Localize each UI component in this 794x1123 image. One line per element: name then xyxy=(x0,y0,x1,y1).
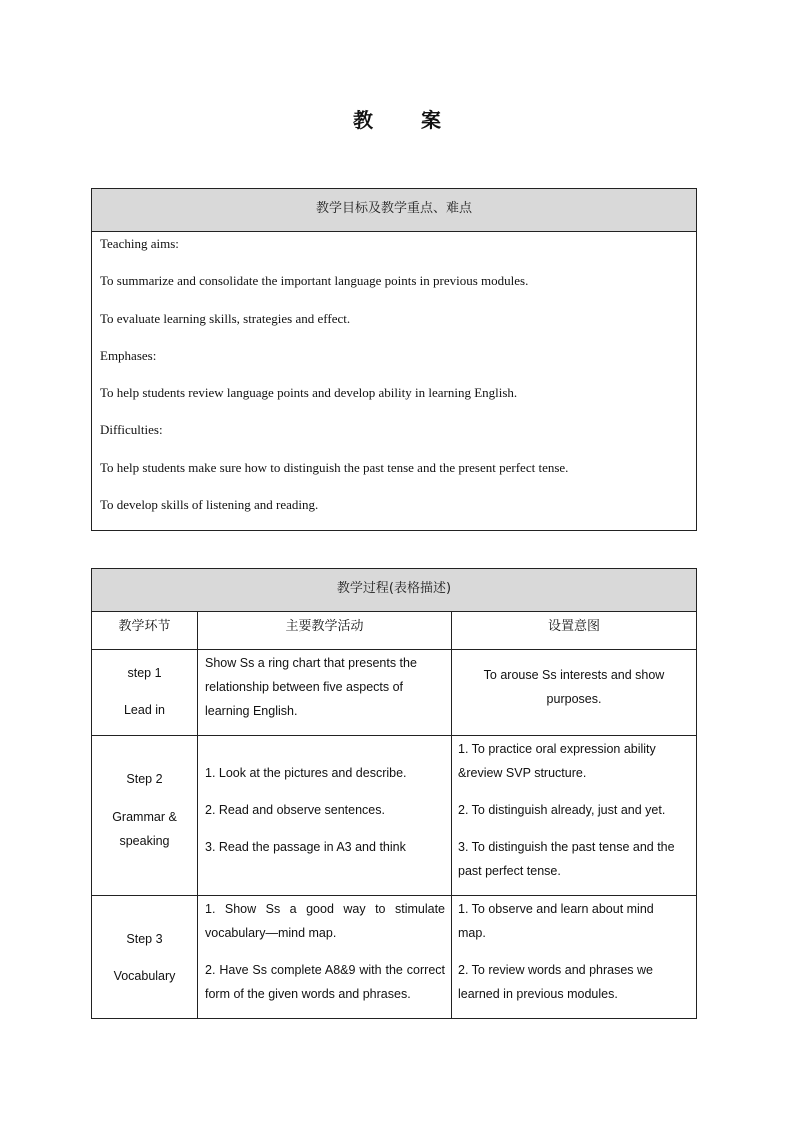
activity: 1. Show Ss a good way to stimulate vocabulary—mind map. xyxy=(205,902,445,940)
objective-line: Emphases: xyxy=(100,348,157,363)
objectives-table xyxy=(91,188,697,531)
column-header: 教学环节 xyxy=(118,619,171,634)
activity: 3. Read the passage in A3 and think xyxy=(205,840,406,854)
purpose: To arouse Ss interests and show purposes. xyxy=(483,668,665,706)
step-cell xyxy=(92,921,197,995)
column-header: 主要教学活动 xyxy=(285,619,364,634)
activity: 2. Read and observe sentences. xyxy=(205,803,385,817)
step-name: Grammar & speaking xyxy=(112,810,177,848)
purposes-cell xyxy=(458,737,692,883)
step-number: step 1 xyxy=(127,666,162,680)
purposes-cell xyxy=(458,897,678,1006)
title-char: 案 xyxy=(421,108,441,132)
purpose: 1. To practice oral expression ability &review SVP structure. xyxy=(458,742,656,780)
step-cell xyxy=(96,767,193,853)
process-table xyxy=(91,568,697,1019)
purpose: 3. To distinguish the past tense and the past perfect tense. xyxy=(458,840,675,878)
purpose: 2. To review words and phrases we learned in previous modules. xyxy=(458,963,654,1001)
activity: 1. Look at the pictures and describe. xyxy=(205,766,407,780)
step-name: Lead in xyxy=(123,703,165,717)
objectives-header: 教学目标及教学重点、难点 xyxy=(92,189,696,232)
divider xyxy=(92,649,696,650)
activities-cell xyxy=(205,897,445,1006)
purpose: 1. To observe and learn about mind map. xyxy=(458,902,654,940)
activity: 2. Have Ss complete A8&9 with the correct form of the given words and phrases. xyxy=(205,963,445,1001)
step-number: Step 2 xyxy=(126,772,163,786)
purposes-cell xyxy=(464,663,684,711)
divider xyxy=(197,612,198,1018)
process-header: 教学过程(表格描述) xyxy=(92,569,696,612)
activities-cell xyxy=(205,761,445,859)
activities-cell xyxy=(205,651,445,723)
objective-line: To help students make sure how to distinguish the past tense and the present perfect tense. xyxy=(100,460,569,475)
step-name: Vocabulary xyxy=(113,969,176,983)
step-cell xyxy=(92,655,197,729)
title-char: 教 xyxy=(353,108,373,132)
objective-line: To develop skills of listening and reading. xyxy=(100,497,319,512)
divider xyxy=(92,895,696,896)
objective-line: To help students review language points and develop ability in learning English. xyxy=(100,385,518,400)
purpose: 2. To distinguish already, just and yet. xyxy=(458,803,666,817)
divider xyxy=(451,612,452,1018)
objective-line: Difficulties: xyxy=(100,422,163,437)
objective-line: To evaluate learning skills, strategies and effect. xyxy=(100,311,351,326)
column-header: 设置意图 xyxy=(547,619,600,634)
divider xyxy=(92,735,696,736)
objective-line: To summarize and consolidate the important language points in previous modules. xyxy=(100,273,529,288)
page-title xyxy=(0,104,794,133)
objective-line: Teaching aims: xyxy=(100,236,179,251)
activity: Show Ss a ring chart that presents the relationship between five aspects of learning English. xyxy=(205,656,417,718)
step-number: Step 3 xyxy=(126,932,163,946)
